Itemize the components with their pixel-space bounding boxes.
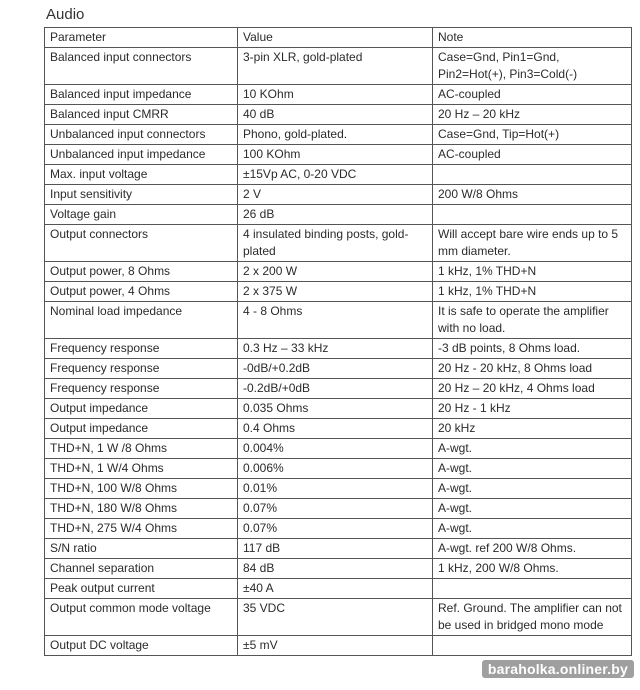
cell-value: 0.07% xyxy=(238,519,433,539)
cell-parameter: Balanced input impedance xyxy=(45,85,238,105)
cell-parameter: Output power, 8 Ohms xyxy=(45,262,238,282)
cell-note: A-wgt. xyxy=(433,439,632,459)
header-parameter: Parameter xyxy=(45,28,238,48)
cell-value: 2 x 375 W xyxy=(238,282,433,302)
cell-note: 20 kHz xyxy=(433,419,632,439)
table-row xyxy=(45,636,632,656)
cell-note: 1 kHz, 200 W/8 Ohms. xyxy=(433,559,632,579)
table-row xyxy=(45,559,632,579)
cell-value: -0.2dB/+0dB xyxy=(238,379,433,399)
table-row xyxy=(45,48,632,85)
cell-value: 0.4 Ohms xyxy=(238,419,433,439)
cell-parameter: Max. input voltage xyxy=(45,165,238,185)
cell-value: 26 dB xyxy=(238,205,433,225)
cell-note xyxy=(433,636,632,656)
cell-parameter: THD+N, 275 W/4 Ohms xyxy=(45,519,238,539)
cell-parameter: Output power, 4 Ohms xyxy=(45,282,238,302)
cell-value: 40 dB xyxy=(238,105,433,125)
cell-value: 4 - 8 Ohms xyxy=(238,302,433,339)
table-row xyxy=(45,262,632,282)
cell-parameter: THD+N, 100 W/8 Ohms xyxy=(45,479,238,499)
table-row xyxy=(45,225,632,262)
cell-parameter: Output connectors xyxy=(45,225,238,262)
cell-note: 1 kHz, 1% THD+N xyxy=(433,262,632,282)
table-row xyxy=(45,185,632,205)
table-row xyxy=(45,479,632,499)
table-row xyxy=(45,539,632,559)
header-value: Value xyxy=(238,28,433,48)
cell-parameter: Output DC voltage xyxy=(45,636,238,656)
cell-parameter: Peak output current xyxy=(45,579,238,599)
cell-note xyxy=(433,165,632,185)
header-note: Note xyxy=(433,28,632,48)
cell-note: 20 Hz – 20 kHz xyxy=(433,105,632,125)
section-title: Audio xyxy=(46,6,85,23)
cell-note: 20 Hz - 1 kHz xyxy=(433,399,632,419)
cell-note: Case=Gnd, Tip=Hot(+) xyxy=(433,125,632,145)
cell-note: A-wgt. ref 200 W/8 Ohms. xyxy=(433,539,632,559)
cell-note: A-wgt. xyxy=(433,459,632,479)
cell-value: 0.07% xyxy=(238,499,433,519)
cell-parameter: S/N ratio xyxy=(45,539,238,559)
cell-parameter: Output impedance xyxy=(45,419,238,439)
table-row xyxy=(45,282,632,302)
cell-value: ±5 mV xyxy=(238,636,433,656)
cell-note xyxy=(433,579,632,599)
cell-value: ±15Vp AC, 0-20 VDC xyxy=(238,165,433,185)
table-row xyxy=(45,459,632,479)
table-row xyxy=(45,499,632,519)
cell-note: Will accept bare wire ends up to 5 mm diameter. xyxy=(433,225,632,262)
table-row xyxy=(45,359,632,379)
cell-value: 117 dB xyxy=(238,539,433,559)
cell-value: 0.004% xyxy=(238,439,433,459)
cell-value: 100 KOhm xyxy=(238,145,433,165)
table-row xyxy=(45,419,632,439)
cell-parameter: Frequency response xyxy=(45,359,238,379)
cell-parameter: THD+N, 180 W/8 Ohms xyxy=(45,499,238,519)
table-row xyxy=(45,205,632,225)
table-row xyxy=(45,339,632,359)
cell-parameter: Channel separation xyxy=(45,559,238,579)
cell-note: AC-coupled xyxy=(433,85,632,105)
cell-value: 0.3 Hz – 33 kHz xyxy=(238,339,433,359)
table-row xyxy=(45,145,632,165)
cell-parameter: Unbalanced input impedance xyxy=(45,145,238,165)
cell-note: Ref. Ground. The amplifier can not be used in bridged mono mode xyxy=(433,599,632,636)
table-row xyxy=(45,379,632,399)
cell-value: 35 VDC xyxy=(238,599,433,636)
table-row xyxy=(45,599,632,636)
table-row xyxy=(45,302,632,339)
cell-parameter: Frequency response xyxy=(45,379,238,399)
table-row xyxy=(45,105,632,125)
cell-note: 20 Hz – 20 kHz, 4 Ohms load xyxy=(433,379,632,399)
cell-note: 200 W/8 Ohms xyxy=(433,185,632,205)
cell-note: AC-coupled xyxy=(433,145,632,165)
cell-value: ±40 A xyxy=(238,579,433,599)
cell-parameter: Input sensitivity xyxy=(45,185,238,205)
cell-note: A-wgt. xyxy=(433,479,632,499)
cell-note xyxy=(433,205,632,225)
cell-note: Case=Gnd, Pin1=Gnd, Pin2=Hot(+), Pin3=Cold(-) xyxy=(433,48,632,85)
cell-value: 2 x 200 W xyxy=(238,262,433,282)
cell-parameter: Output common mode voltage xyxy=(45,599,238,636)
cell-value: 2 V xyxy=(238,185,433,205)
cell-note: 20 Hz - 20 kHz, 8 Ohms load xyxy=(433,359,632,379)
cell-value: 0.01% xyxy=(238,479,433,499)
cell-parameter: Balanced input CMRR xyxy=(45,105,238,125)
cell-parameter: Balanced input connectors xyxy=(45,48,238,85)
cell-value: 3-pin XLR, gold-plated xyxy=(238,48,433,85)
table-row xyxy=(45,165,632,185)
cell-value: Phono, gold-plated. xyxy=(238,125,433,145)
table-row xyxy=(45,399,632,419)
cell-value: -0dB/+0.2dB xyxy=(238,359,433,379)
cell-parameter: Nominal load impedance xyxy=(45,302,238,339)
cell-parameter: THD+N, 1 W /8 Ohms xyxy=(45,439,238,459)
cell-parameter: Output impedance xyxy=(45,399,238,419)
cell-note: -3 dB points, 8 Ohms load. xyxy=(433,339,632,359)
cell-note: A-wgt. xyxy=(433,519,632,539)
table-row xyxy=(45,125,632,145)
cell-value: 0.035 Ohms xyxy=(238,399,433,419)
cell-note: 1 kHz, 1% THD+N xyxy=(433,282,632,302)
watermark: baraholka.onliner.by xyxy=(482,660,634,678)
table-row xyxy=(45,85,632,105)
spec-table xyxy=(44,27,632,656)
cell-value: 84 dB xyxy=(238,559,433,579)
cell-value: 0.006% xyxy=(238,459,433,479)
cell-parameter: Voltage gain xyxy=(45,205,238,225)
cell-parameter: Frequency response xyxy=(45,339,238,359)
table-row xyxy=(45,579,632,599)
cell-note: It is safe to operate the amplifier with no load. xyxy=(433,302,632,339)
cell-parameter: Unbalanced input connectors xyxy=(45,125,238,145)
cell-note: A-wgt. xyxy=(433,499,632,519)
cell-value: 4 insulated binding posts, gold-plated xyxy=(238,225,433,262)
spec-table-body xyxy=(45,48,632,656)
cell-value: 10 KOhm xyxy=(238,85,433,105)
table-row xyxy=(45,519,632,539)
cell-parameter: THD+N, 1 W/4 Ohms xyxy=(45,459,238,479)
header-row xyxy=(45,28,632,48)
table-row xyxy=(45,439,632,459)
